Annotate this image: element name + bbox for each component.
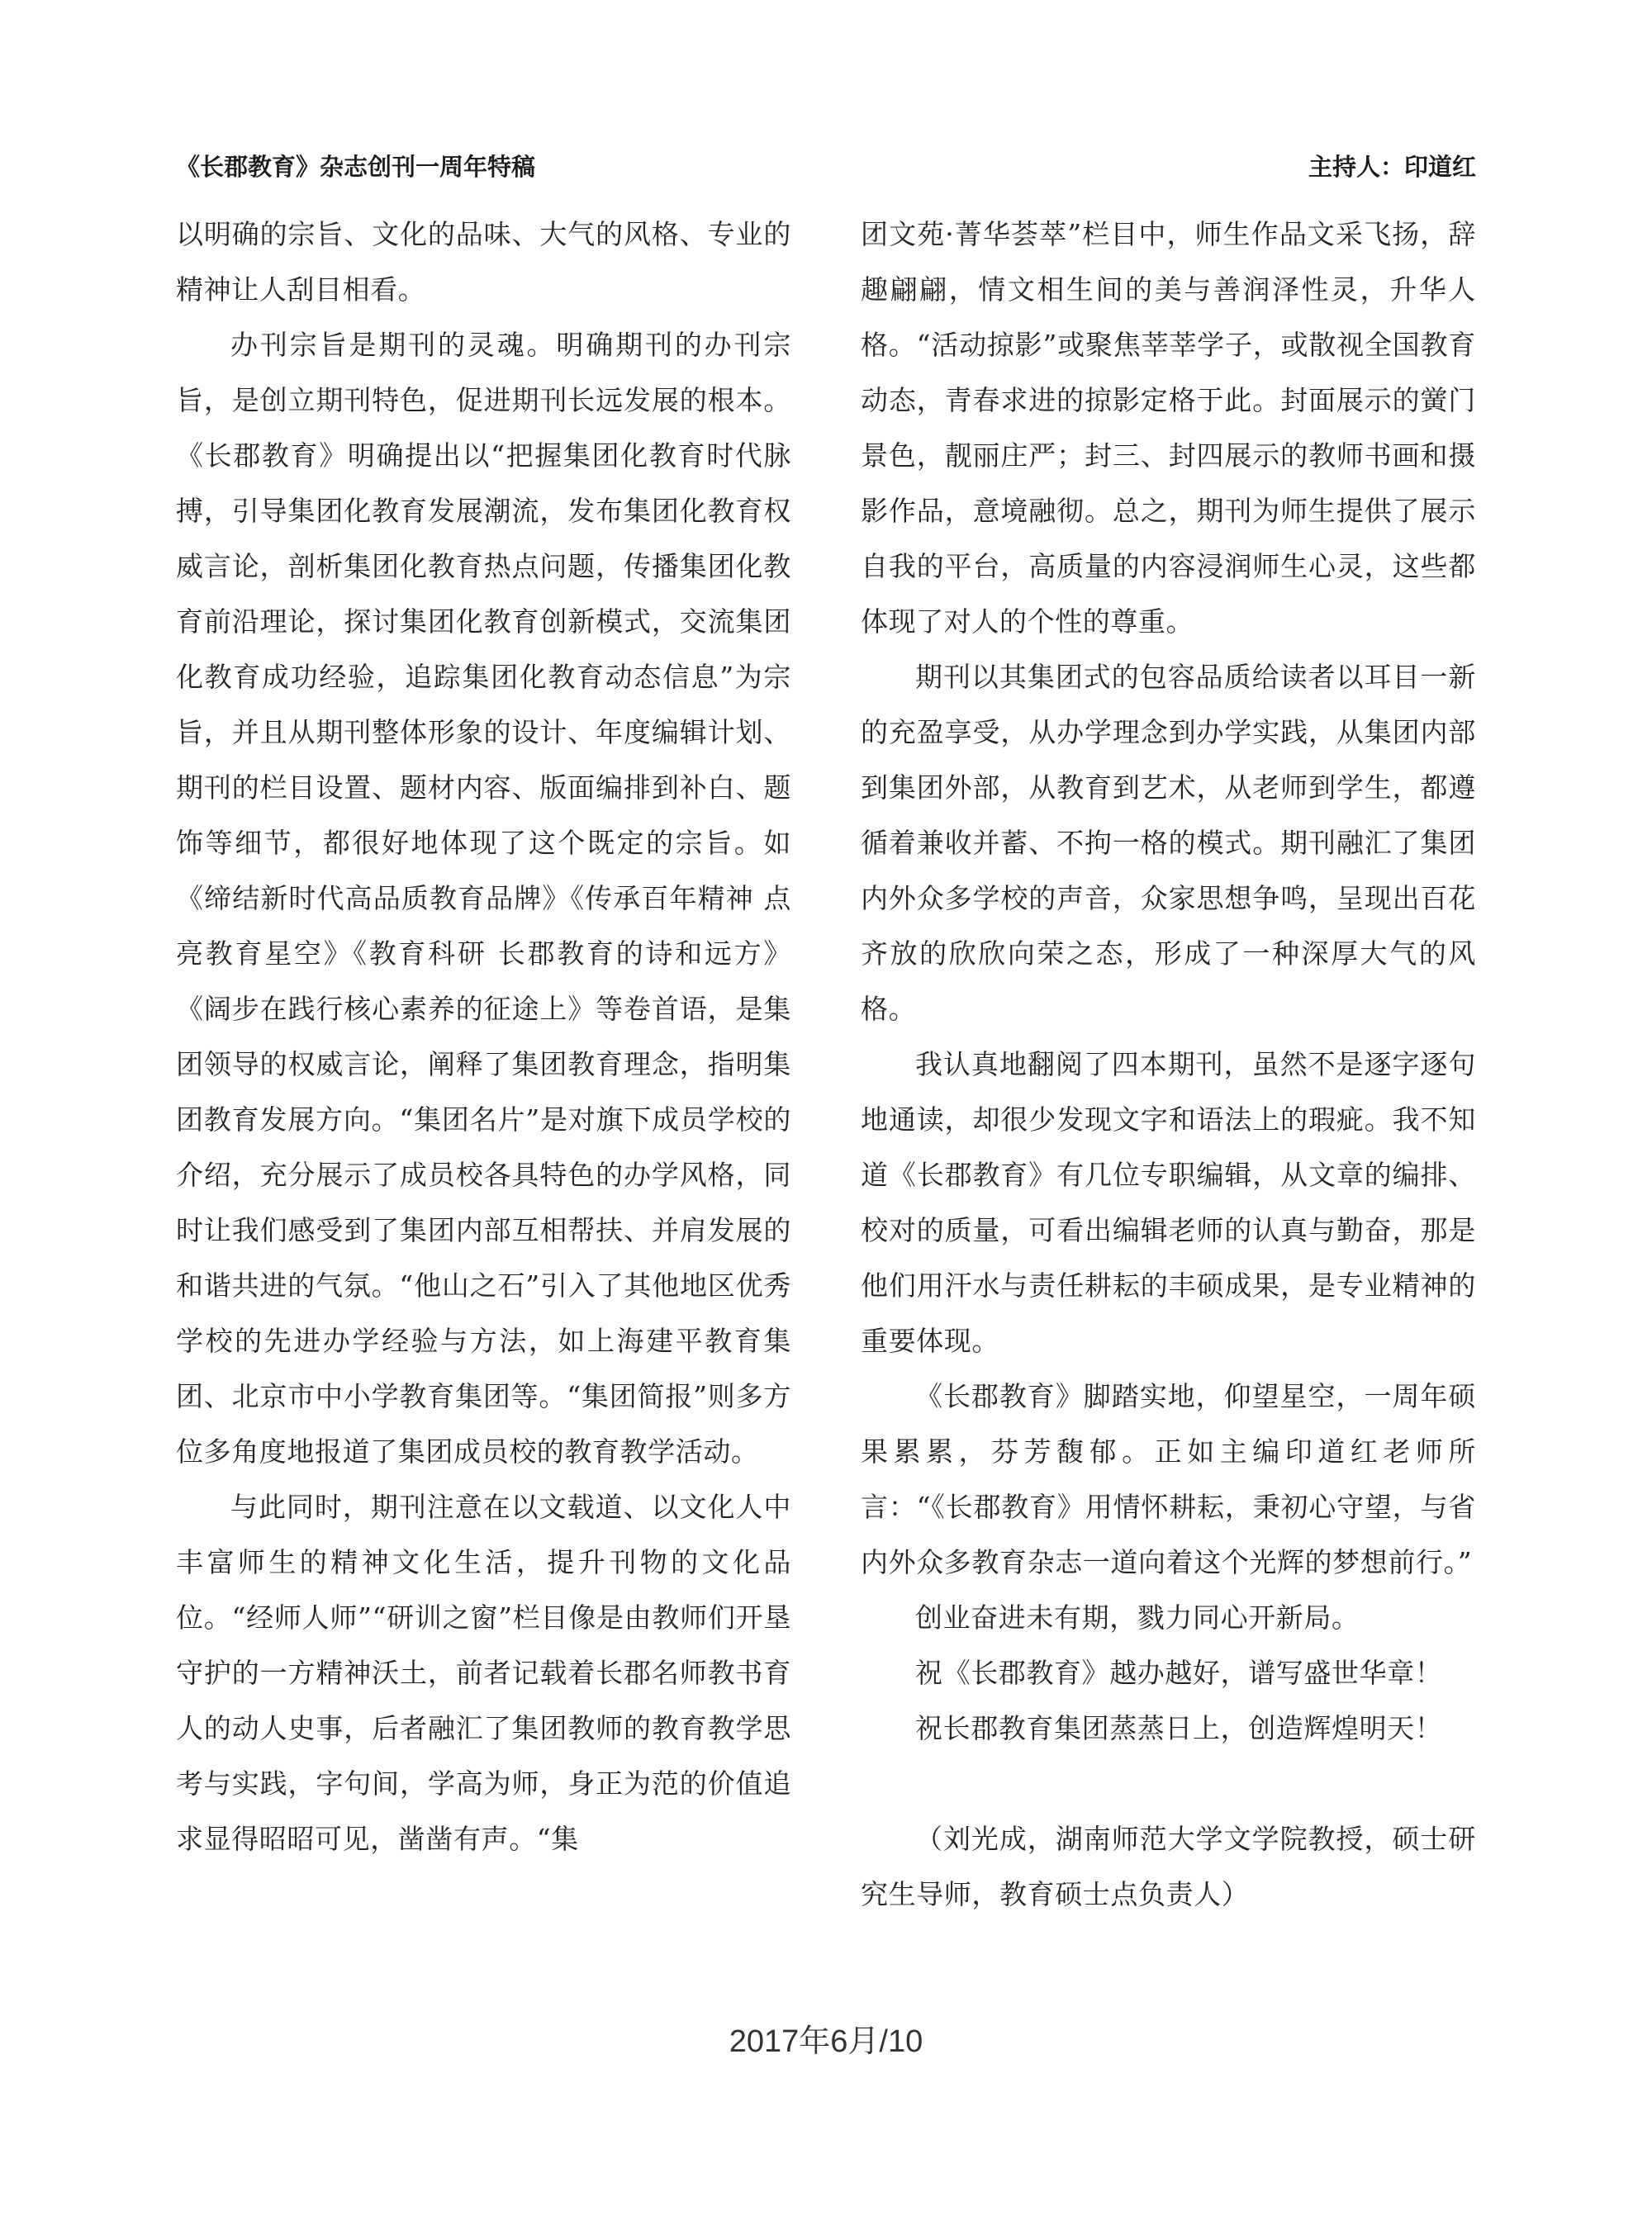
page-number: 2017年6月/10: [729, 2024, 923, 2059]
left-column: [176, 206, 791, 1867]
closing-line: 创业奋进未有期，戮力同心开新局。: [915, 1601, 1360, 1634]
paragraph: 与此同时，期刊注意在以文载道、以文化人中丰富师生的精神文化生活，提升刊物的文化品位。“经师人师”“研训之窗”栏目像是由教师们开垦守护的一方精神沃土，前者记载着长郡名师教书育人的动人史事，后者融汇了集团教师的教育教学思考与实践，字句间，学高为师，身正为范的价值追求显得昭昭可见，凿凿有声。“集: [176, 1491, 791, 1855]
header-host: 主持人：印道红: [1308, 154, 1476, 181]
closing-line: 祝《长郡教育》越办越好，谱写盛世华章！: [915, 1657, 1443, 1689]
right-column: [861, 206, 1476, 1922]
paragraph: 我认真地翻阅了四本期刊，虽然不是逐字逐句地通读，却很少发现文字和语法上的瑕疵。我不知道《长郡教育》有几位专职编辑，从文章的编排、校对的质量，可看出编辑老师的认真与勤奋，那是他们用汗水与责任耕耘的丰硕成果，是专业精神的重要体现。: [861, 1048, 1476, 1357]
page-footer: [0, 2015, 1652, 2061]
paragraph: 团文苑·菁华荟萃”栏目中，师生作品文采飞扬，辞趣翩翩，情文相生间的美与善润泽性灵，升华人格。“活动掠影”或聚焦莘莘学子，或散视全国教育动态，青春求进的掠影定格于此。封面展示的黉门景色，靓丽庄严；封三、封四展示的教师书画和摄影作品，意境融彻。总之，期刊为师生提供了展示自我的平台，高质量的内容浸润师生心灵，这些都体现了对人的个性的尊重。: [861, 218, 1476, 638]
paragraph: 《长郡教育》脚踏实地，仰望星空，一周年硕果累累，芬芳馥郁。正如主编印道红老师所言：“《长郡教育》用情怀耕耘，秉初心守望，与省内外众多教育杂志一道向着这个光辉的梦想前行。”: [861, 1380, 1476, 1578]
header-journal-title: 《长郡教育》杂志创刊一周年特稿: [176, 154, 536, 181]
closing-line: 祝长郡教育集团蒸蒸日上，创造辉煌明天！: [915, 1712, 1443, 1744]
paragraph: 期刊以其集团式的包容品质给读者以耳目一新的充盈享受，从办学理念到办学实践，从集团内部到集团外部，从教育到艺术，从老师到学生，都遵循着兼收并蓄、不拘一格的模式。期刊融汇了集团内外众多学校的声音，众家思想争鸣，呈现出百花齐放的欣欣向荣之态，形成了一种深厚大气的风格。: [861, 661, 1476, 1025]
paragraph: 以明确的宗旨、文化的品味、大气的风格、专业的精神让人刮目相看。: [176, 218, 791, 306]
author-signature: （刘光成，湖南师范大学文学院教授，硕士研究生导师，教育硕士点负责人）: [861, 1823, 1476, 1910]
page-header: [176, 149, 1476, 185]
paragraph: 办刊宗旨是期刊的灵魂。明确期刊的办刊宗旨，是创立期刊特色，促进期刊长远发展的根本。《长郡教育》明确提出以“把握集团化教育时代脉搏，引导集团化教育发展潮流，发布集团化教育权威言论，剖析集团化教育热点问题，传播集团化教育前沿理论，探讨集团化教育创新模式，交流集团化教育成功经验，追踪集团化教育动态信息”为宗旨，并且从期刊整体形象的设计、年度编辑计划、期刊的栏目设置、题材内容、版面编排到补白、题饰等细节，都很好地体现了这个既定的宗旨。如《缔结新时代高品质教育品牌》《传承百年精神 点亮教育星空》《教育科研 长郡教育的诗和远方》《阔步在践行核心素养的征途上》等卷首语，是集团领导的权威言论，阐释了集团教育理念，指明集团教育发展方向。“集团名片”是对旗下成员学校的介绍，充分展示了成员校各具特色的办学风格，同时让我们感受到了集团内部互相帮扶、并肩发展的和谐共进的气氛。“他山之石”引入了其他地区优秀学校的先进办学经验与方法，如上海建平教育集团、北京市中小学教育集团等。“集团简报”则多方位多角度地报道了集团成员校的教育教学活动。: [176, 329, 791, 1468]
